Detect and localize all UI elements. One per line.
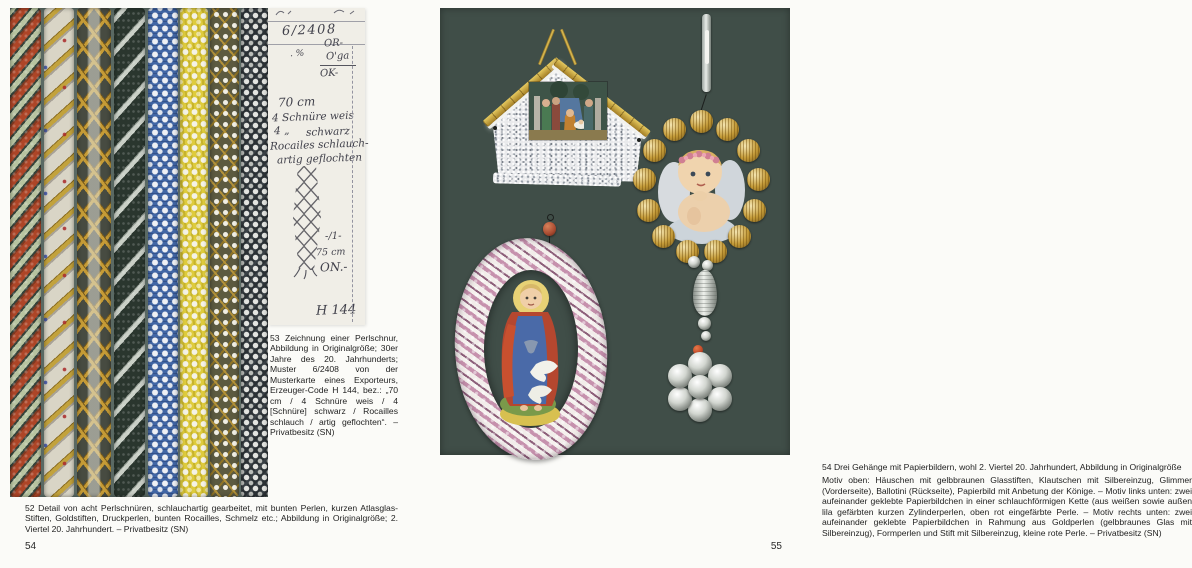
card-price-top: OR-	[323, 37, 344, 50]
card-line-cords-white: 4 Schnüre weis	[271, 109, 355, 125]
card-rule-mid	[268, 44, 365, 45]
card-line-cords-black-prefix: 4 „	[273, 124, 290, 138]
page-right	[400, 0, 1192, 568]
card-line-technique-1: Rocailes schlauch-	[269, 137, 369, 153]
caption-fig53: 53 Zeichnung einer Perlschnur, Abbildung in Originalgröße; 30er Jahre des 20. Jahrhunderts; Muster 6/2408 von der Musterkarte eines Exporteurs, Erzeuger-Code H 144, bez.: „70 cm / 4 Schnüre weis / 4 [Schnüre] schwarz / Rocailles schlauch / artig geflochten“. – Privatbesitz (SN)	[270, 333, 398, 438]
card-line-technique-2: artig geflochten	[276, 151, 363, 167]
page-number-55: 55	[770, 541, 782, 552]
christ-child-picture	[480, 268, 582, 430]
card-maker-code: H 144	[315, 302, 357, 319]
card-line-length: 70 cm	[277, 94, 316, 110]
caption-fig52: 52 Detail von acht Perlschnüren, schlauchartig gearbeitet, mit bunten Perlen, kurzen Atlasglas-Stiften, Goldstiften, Druckperlen, bunten Rocailles, Schmelz etc.; Abbildung in Originalgröße; 2. Viertel 20. Jahrhundert. – Privatbesitz (SN)	[25, 503, 398, 534]
card-price-mid: O'ga	[325, 50, 350, 63]
sample-card	[268, 8, 369, 325]
caption-fig54-headline: 54 Drei Gehänge mit Papierbildern, wohl 2. Viertel 20. Jahrhundert, Abbildung in Originalgröße	[822, 462, 1182, 472]
bead-cord-dark-white-spiral	[114, 8, 145, 497]
card-note-item: -/1-	[324, 230, 342, 243]
card-note-length: 75 cm	[315, 246, 346, 259]
page-number-54: 54	[25, 541, 37, 552]
bead-cord-black-white	[241, 8, 268, 497]
wreath-pendant	[440, 8, 790, 455]
card-note-mark: ON.-	[319, 259, 348, 275]
bead-cord-yellow-white	[180, 8, 208, 497]
bead-cord-white-goldsticks	[44, 8, 74, 497]
page-left	[0, 0, 400, 568]
bead-cord-olive-gold	[210, 8, 239, 497]
wreath-hanger-loop	[547, 214, 554, 221]
bead-cords-photo	[10, 8, 268, 497]
caption-fig54	[822, 462, 1192, 538]
wreath-top-bead	[543, 222, 556, 236]
cutoff-handwriting-strokes	[274, 8, 360, 18]
bead-cord-blue-white	[148, 8, 178, 497]
card-fraction-line	[320, 65, 356, 66]
bead-cord-red-green	[10, 8, 41, 497]
card-price-bottom: OK-	[319, 67, 339, 80]
caption-fig54-body: Motiv oben: Häuschen mit gelbbraunen Glasstiften, Klautschen mit Silbereinzug, Glimmer (Vorderseite), Ballotini (Rückseite), Papierbild mit Anbetung der Könige. – Motiv links unten: zwei aufeinander geklebte Papierbildchen in einer schlauchförmigen Kette (aus weißen sowie außen lila gefärbten kurzen Zylinderperlen, oben rot eingefärbte Perle. – Motiv rechts unten: zwei aufeinander geklebte Papierbildchen in Rahmung aus Goldperlen (gelbbraunes Glas mit Silbereinzug), Formperlen und Stift mit Silbereinzug, kleine rote Perle. – Privatbesitz (SN)	[822, 475, 1192, 538]
card-pattern-number: 6/2408	[281, 22, 337, 39]
card-margin-line	[352, 46, 353, 322]
card-price-prefix: . %	[289, 48, 305, 60]
card-line-cords-black: schwarz	[305, 125, 351, 139]
pendants-photo	[440, 8, 790, 455]
bead-cord-gold-lattice	[77, 8, 111, 497]
